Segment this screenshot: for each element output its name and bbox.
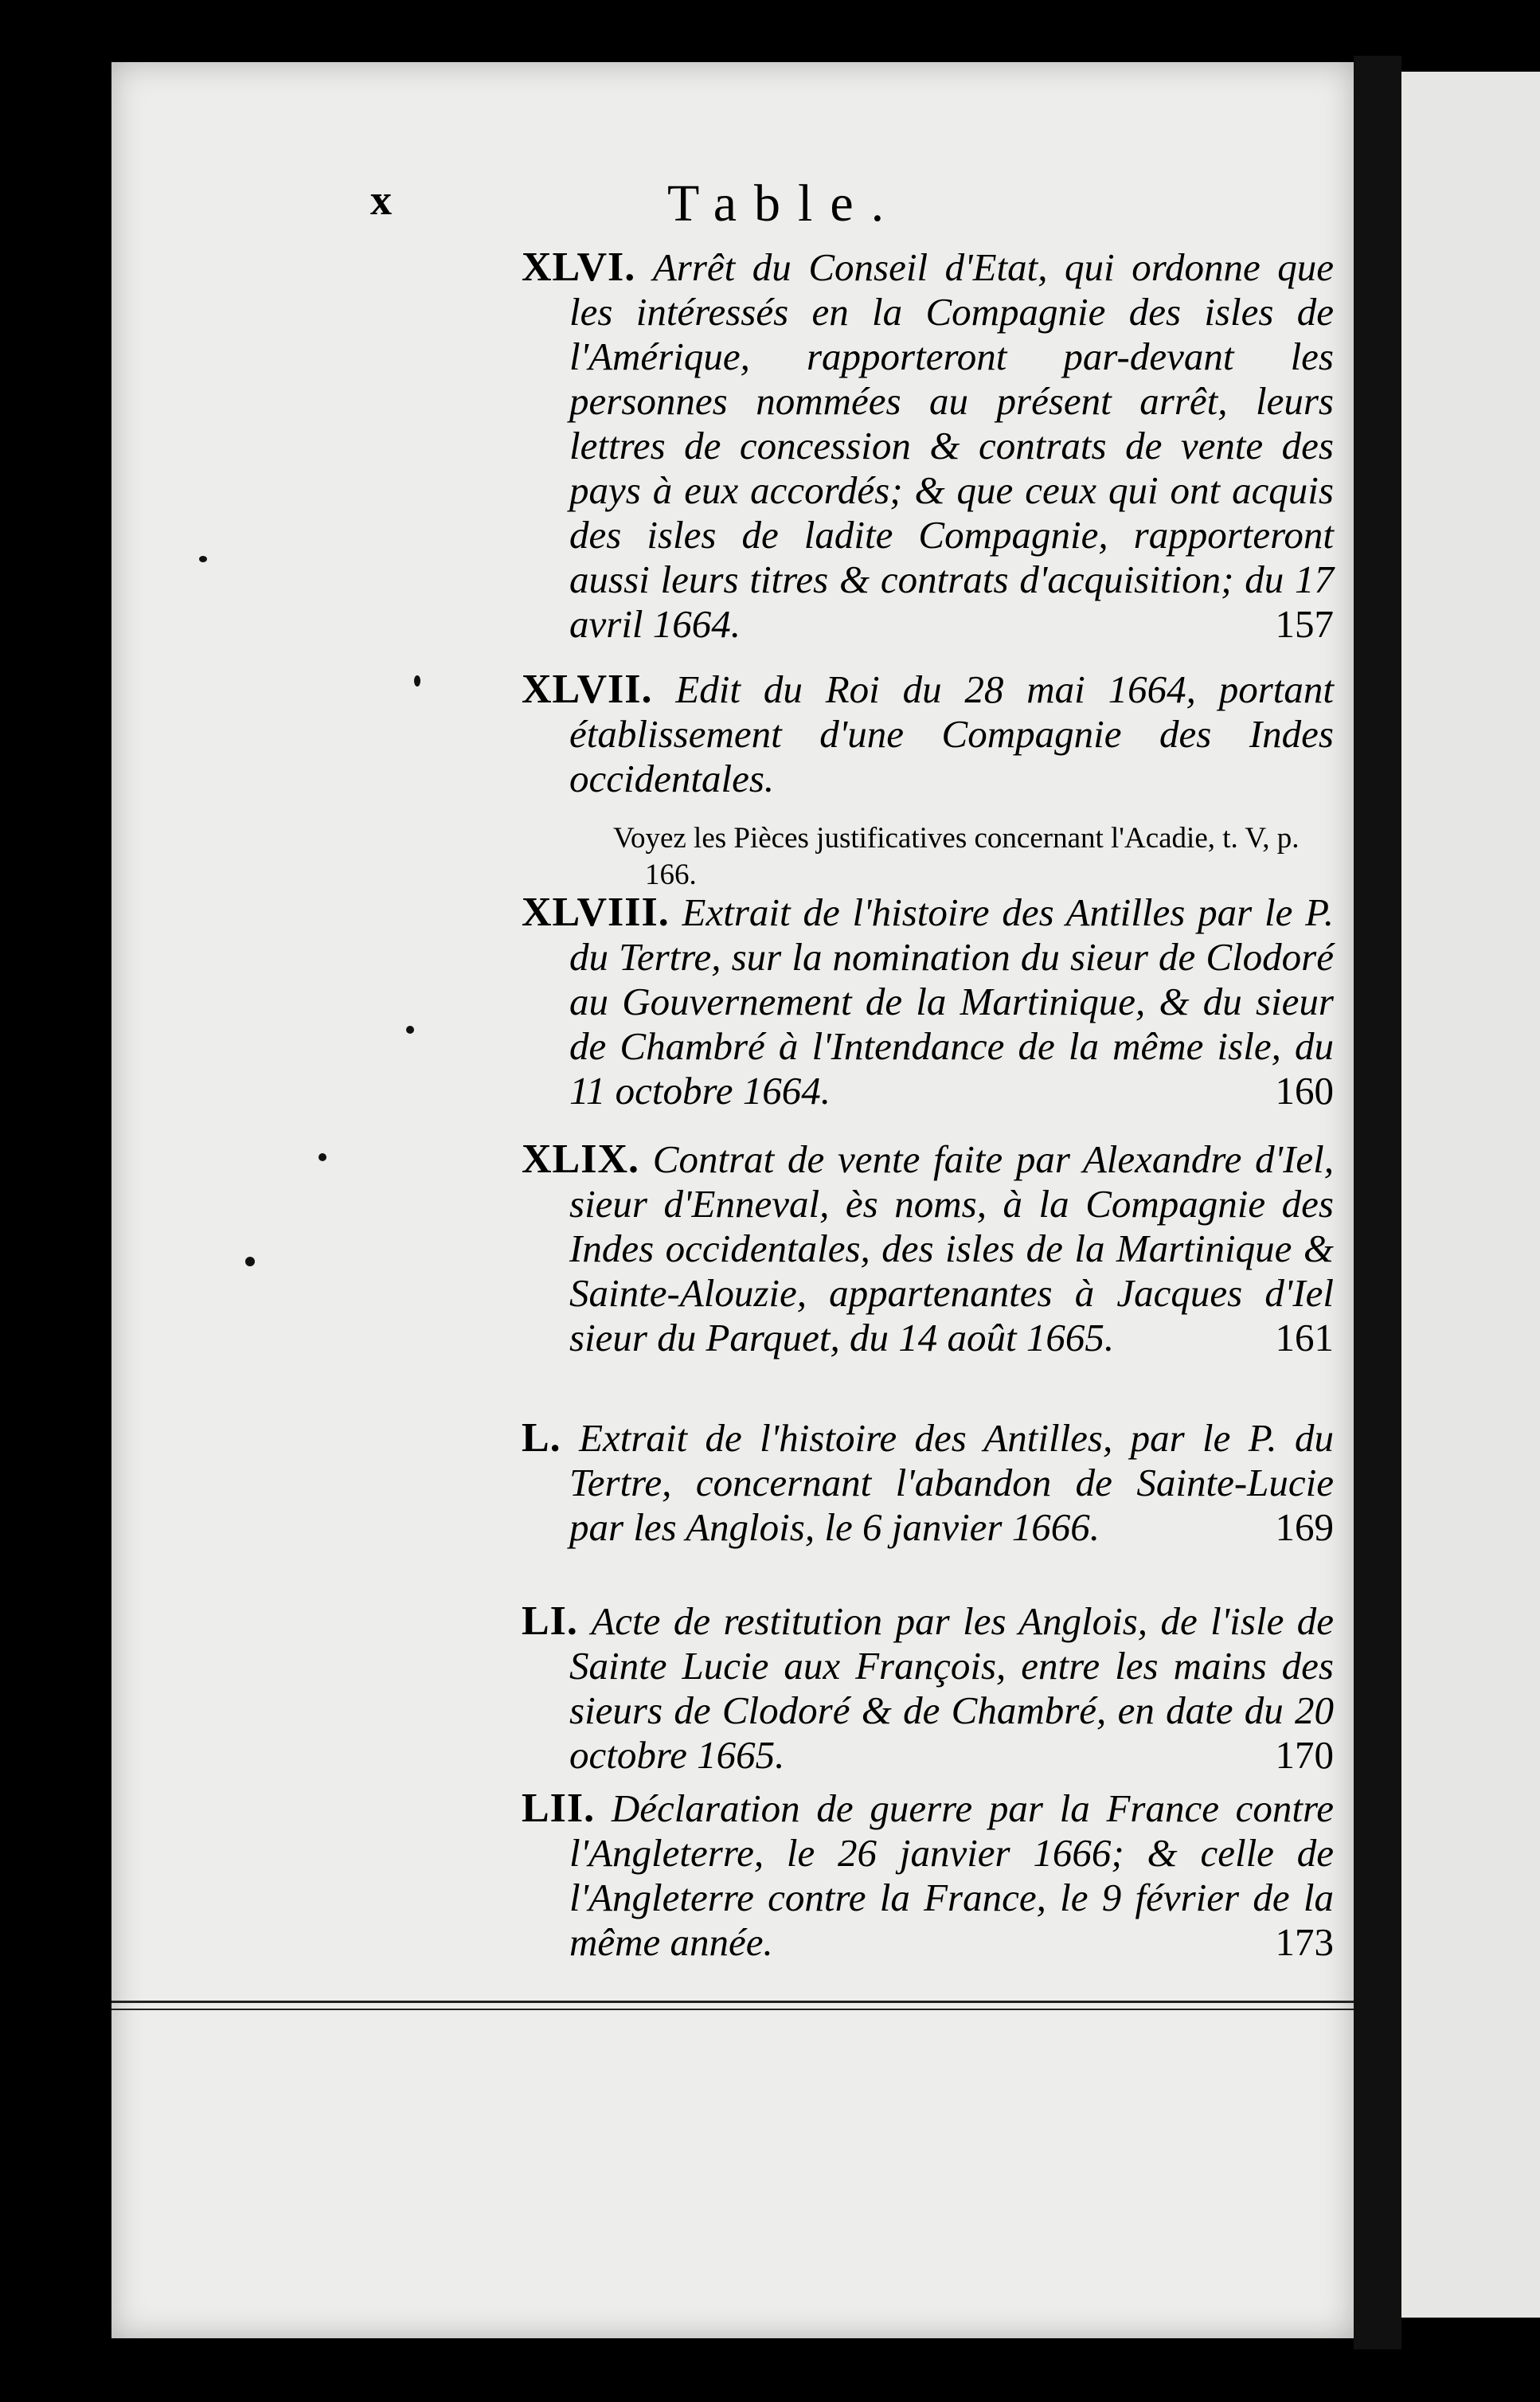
entry-text: Arrêt du Conseil d'Etat, qui ordonne que les intéressés en la Compagnie des isles de l'Amérique, rapporteront par-devant les personnes nommées au présent arrêt, leurs lettres de concession & contrats de vente des pays à eux accordés; & que ceux qui ont acquis des isles de ladite Compagnie, rapporteront aussi leurs titres & contrats d'acquisition; du 17 avril 1664. bbox=[569, 245, 1334, 646]
entry-number: XLVI. bbox=[522, 245, 636, 290]
entry-xlvii bbox=[522, 667, 1334, 801]
entry-page: 157 bbox=[1275, 602, 1334, 646]
page-folio: x bbox=[370, 176, 392, 224]
entry-text: Extrait de l'histoire des Antilles par le P. du Tertre, sur la nomination du sieur de Clodoré au Gouvernement de la Martinique, & du sieur de Chambré à l'Intendance de la même isle, du 11 octobre 1664. bbox=[569, 890, 1334, 1113]
entry-xlvi bbox=[522, 245, 1334, 647]
entry-number: L. bbox=[522, 1415, 561, 1461]
entry-number: XLVII. bbox=[522, 667, 653, 712]
entry-text: Acte de restitution par les Anglois, de l'isle de Sainte Lucie aux François, entre les mains des sieurs de Clodoré & de Chambré, en date du 20 octobre 1665. bbox=[569, 1599, 1335, 1777]
bottom-rule-secondary bbox=[111, 2009, 1354, 2010]
entry-page: 161 bbox=[1275, 1316, 1334, 1359]
ink-speck bbox=[245, 1257, 255, 1266]
entry-page: 170 bbox=[1275, 1733, 1334, 1777]
cross-reference-note: Voyez les Pièces justificatives concernant l'Acadie, t. V, p. 166. bbox=[613, 822, 1300, 891]
entry-xlviii bbox=[522, 890, 1334, 1113]
entry-lii bbox=[522, 1786, 1334, 1965]
entry-number: LI. bbox=[522, 1598, 578, 1644]
entry-text: Déclaration de guerre par la France contre l'Angleterre, le 26 janvier 1666; & celle de l'Angleterre contre la France, le 9 février de la même année. bbox=[569, 1786, 1335, 1964]
entry-li bbox=[522, 1599, 1334, 1778]
entry-number: XLVIII. bbox=[522, 890, 670, 935]
entry-page: 169 bbox=[1275, 1505, 1334, 1549]
entry-number: XLIX. bbox=[522, 1136, 640, 1182]
book-gutter bbox=[1354, 56, 1401, 2349]
entry-l bbox=[522, 1416, 1334, 1550]
facing-page-edge bbox=[1401, 72, 1540, 2318]
entry-number: LII. bbox=[522, 1786, 596, 1831]
entry-page: 160 bbox=[1275, 1069, 1334, 1113]
entry-text: Edit du Roi du 28 mai 1664, portant établissement d'une Compagnie des Indes occidentales. bbox=[569, 667, 1334, 800]
entry-xlix bbox=[522, 1137, 1334, 1360]
ink-speck bbox=[199, 556, 207, 562]
entry-text: Extrait de l'histoire des Antilles, par le P. du Tertre, concernant l'abandon de Sainte-Lucie par les Anglois, le 6 janvier 1666. bbox=[569, 1416, 1335, 1549]
bottom-rule bbox=[111, 2001, 1354, 2003]
ink-speck bbox=[414, 675, 420, 687]
entry-page: 173 bbox=[1275, 1920, 1334, 1964]
entry-text: Contrat de vente faite par Alexandre d'Iel, sieur d'Enneval, ès noms, à la Compagnie des Indes occidentales, des isles de la Martinique & Sainte-Alouzie, appartenantes à Jacques d'Iel sieur du Parquet, du 14 août 1665. bbox=[569, 1137, 1335, 1359]
ink-speck bbox=[406, 1026, 414, 1034]
running-head: Table. bbox=[667, 174, 902, 233]
ink-speck bbox=[319, 1153, 326, 1161]
